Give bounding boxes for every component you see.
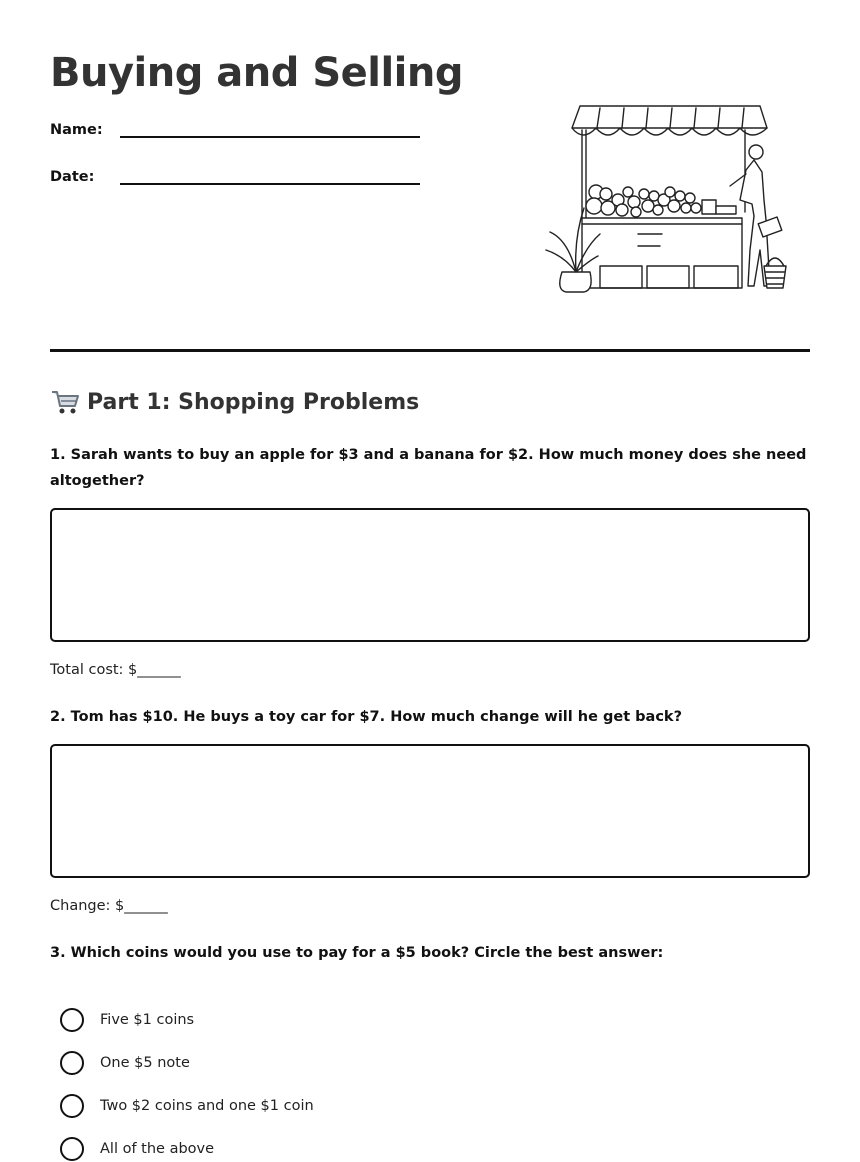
radio-circle[interactable] [60, 1008, 84, 1032]
option-five-1-coins[interactable] [60, 1007, 194, 1033]
name-label: Name: [50, 122, 103, 138]
part1-heading [50, 388, 419, 416]
market-stall-illustration [540, 100, 790, 296]
name-field[interactable] [50, 122, 420, 152]
question-1-total-cost: Total cost: $______ [50, 662, 181, 678]
question-3: 3. Which coins would you use to pay for a $5 book? Circle the best answer: [50, 945, 664, 961]
date-label: Date: [50, 169, 95, 185]
option-two-2-coins-one-1-coin[interactable] [60, 1093, 314, 1119]
question-2-change: Change: $______ [50, 898, 168, 914]
option-one-5-note[interactable] [60, 1050, 190, 1076]
radio-circle[interactable] [60, 1051, 84, 1075]
shopping-cart-icon [50, 388, 80, 416]
option-all-of-the-above[interactable] [60, 1136, 214, 1162]
question-2: 2. Tom has $10. He buys a toy car for $7. How much change will he get back? [50, 709, 682, 725]
part1-heading-text: Part 1: Shopping Problems [87, 389, 420, 415]
date-write-line[interactable] [120, 183, 420, 185]
name-write-line[interactable] [120, 136, 420, 138]
option-label: Five $1 coins [100, 1012, 195, 1028]
section-divider [50, 349, 810, 352]
radio-circle[interactable] [60, 1094, 84, 1118]
question-2-answer-box[interactable] [50, 744, 810, 878]
question-1-answer-box[interactable] [50, 508, 810, 642]
page-title: Buying and Selling [50, 50, 463, 96]
option-label: All of the above [100, 1141, 215, 1157]
option-label: One $5 note [100, 1055, 190, 1071]
question-1: 1. Sarah wants to buy an apple for $3 and a banana for $2. How much money does she need altogether? [50, 447, 807, 489]
option-label: Two $2 coins and one $1 coin [100, 1098, 314, 1114]
date-field[interactable] [50, 169, 420, 199]
radio-circle[interactable] [60, 1137, 84, 1161]
